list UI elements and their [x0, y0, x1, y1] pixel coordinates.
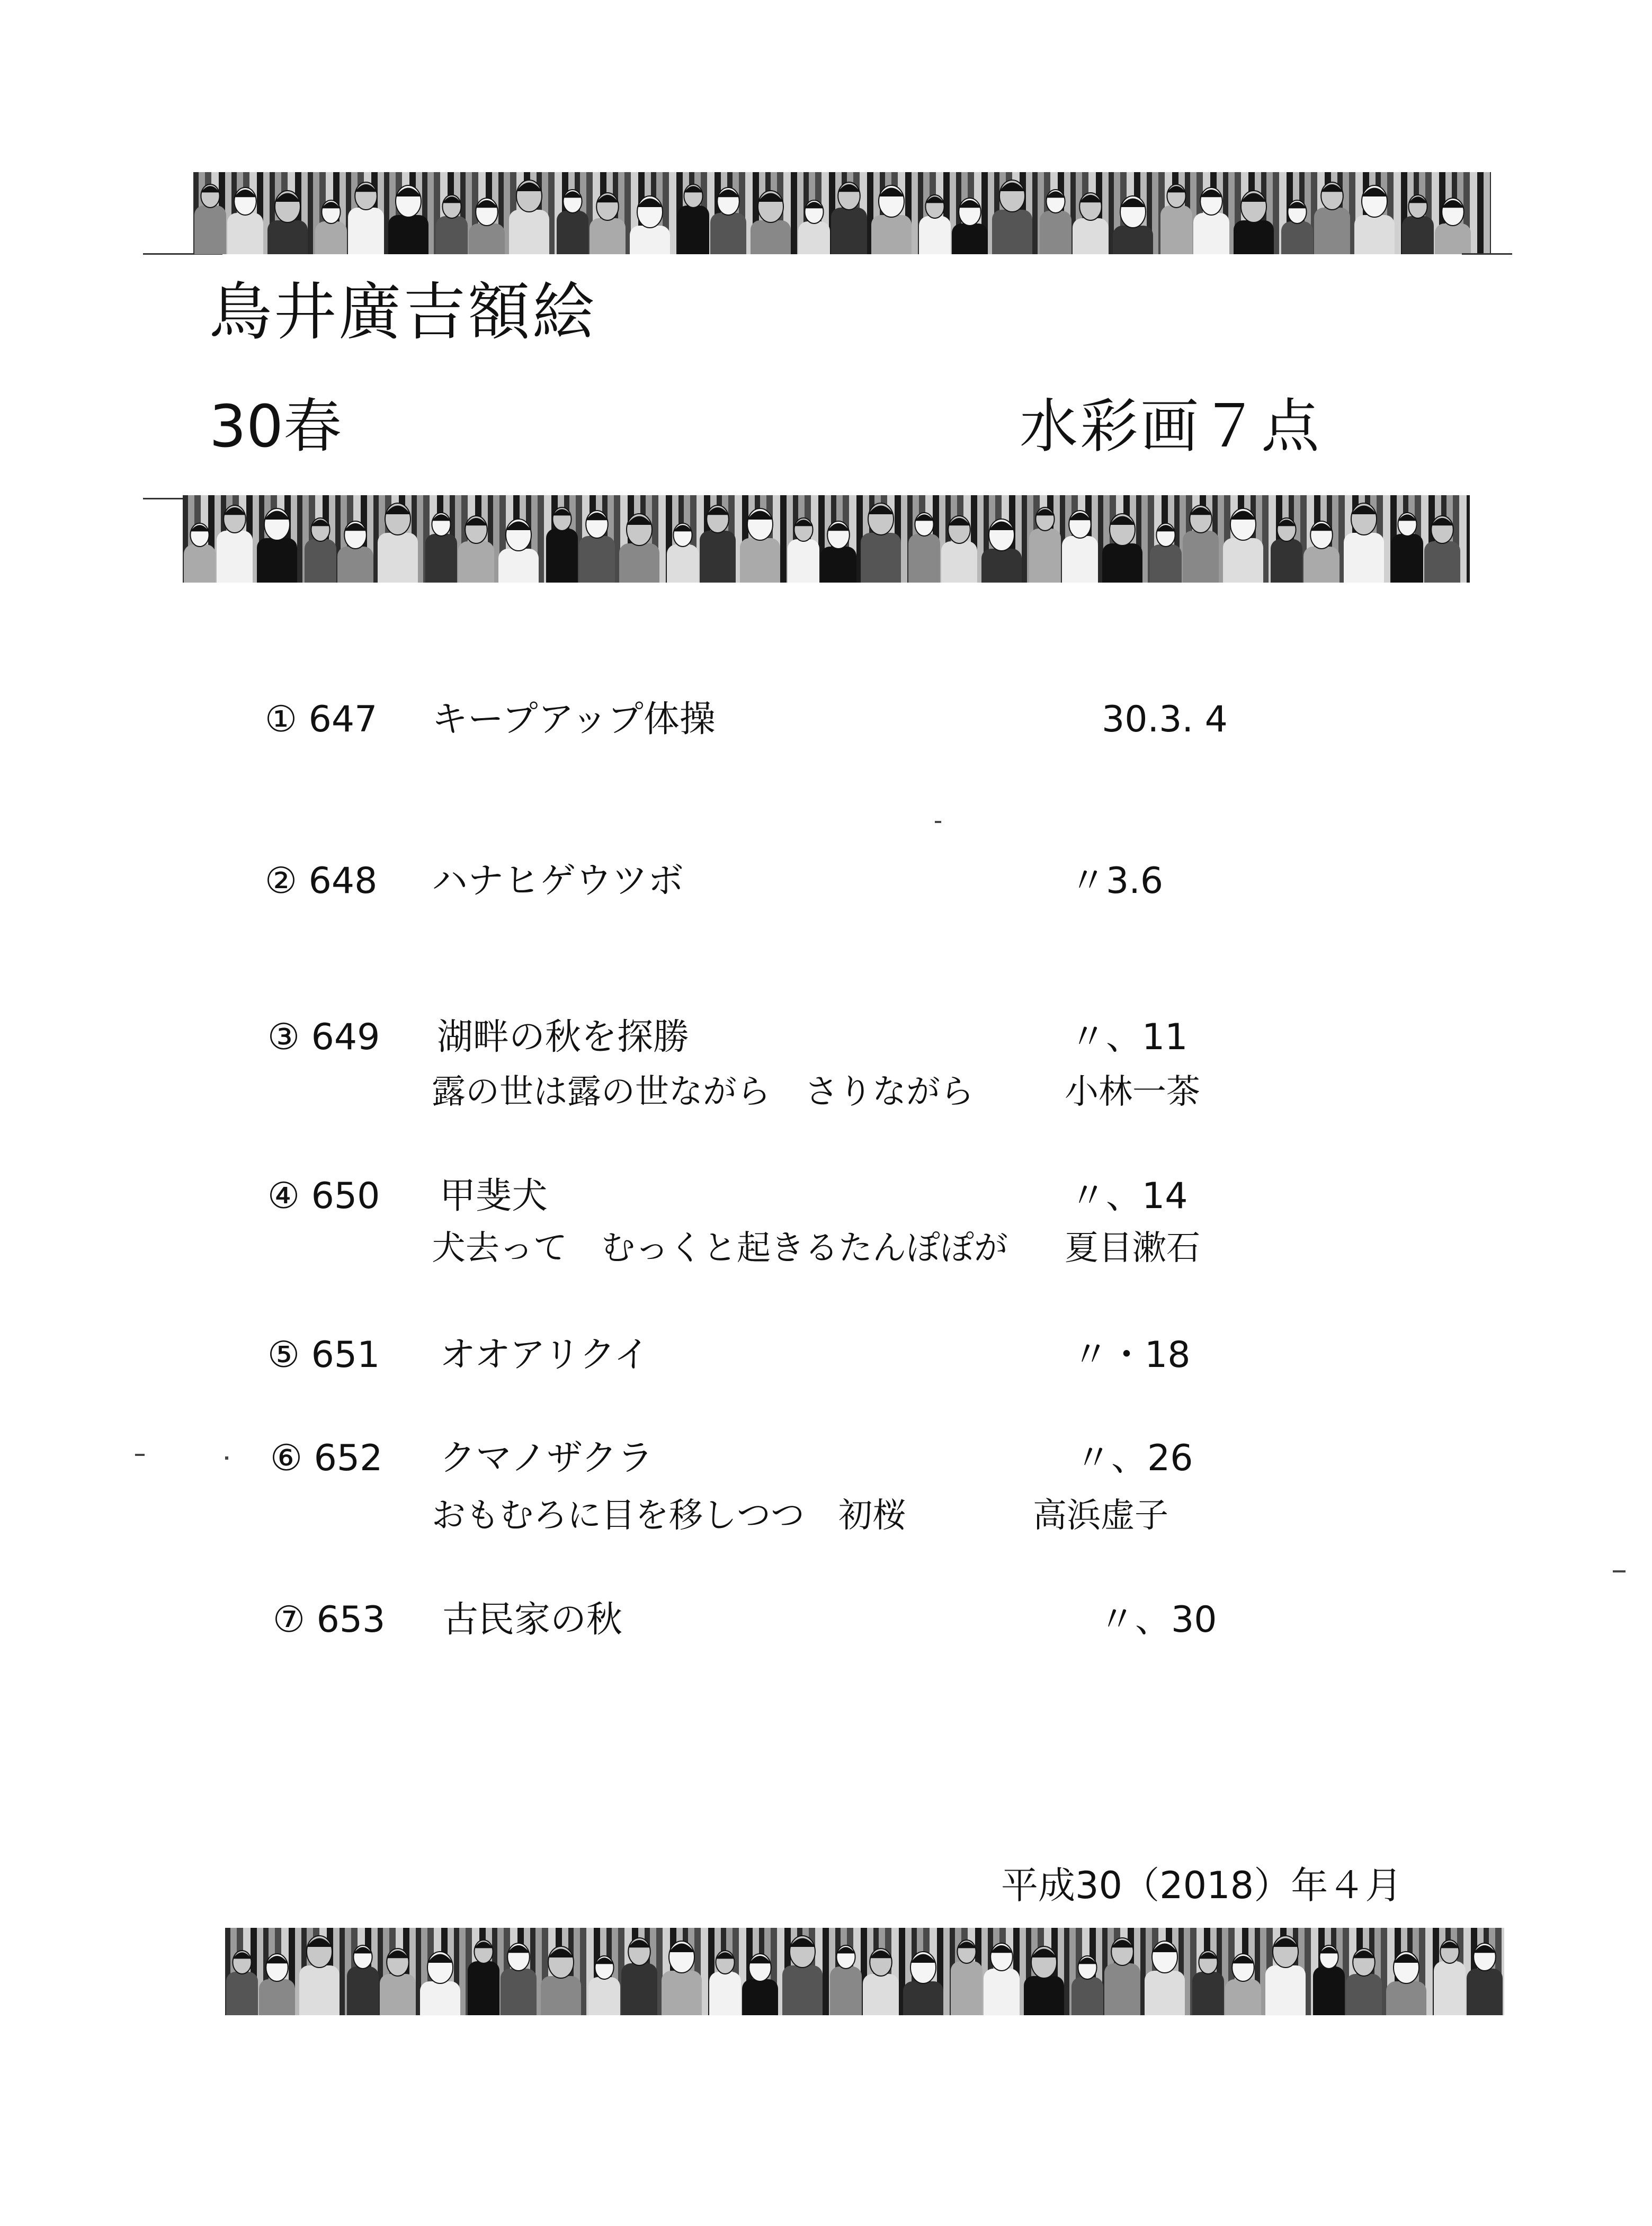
- figure-body: [710, 213, 746, 254]
- figure-hair: [879, 188, 904, 197]
- figure-body: [347, 1966, 379, 2015]
- figure-body: [709, 1972, 741, 2015]
- figure-body: [184, 544, 216, 583]
- figure-hair: [1152, 1944, 1177, 1953]
- figure-body: [420, 1981, 460, 2015]
- figure-body: [1183, 531, 1219, 583]
- haiku-line: [432, 1496, 906, 1535]
- figure-body: [630, 226, 670, 254]
- figure-hair: [1273, 1938, 1298, 1947]
- figure-body: [751, 220, 791, 254]
- figure-body: [700, 531, 736, 583]
- entry-title: ハナヒゲウツボ: [432, 860, 684, 902]
- figure-body: [267, 220, 308, 254]
- figure-body: [782, 1965, 823, 2015]
- figure-body: [458, 541, 494, 583]
- crowd-figures: [183, 495, 1470, 583]
- figure-body: [588, 1977, 620, 2015]
- entry-title: キープアップ体操: [432, 699, 716, 740]
- figure-body: [1391, 534, 1423, 583]
- figure-body: [981, 549, 1022, 583]
- figure-hair: [1110, 516, 1135, 525]
- figure-body: [380, 1974, 416, 2015]
- figure-body: [436, 216, 468, 254]
- figure-body: [1281, 221, 1313, 254]
- figure-hair: [506, 522, 531, 531]
- figure-body: [871, 215, 912, 254]
- figure-body: [348, 208, 384, 254]
- figure-body: [1467, 1969, 1503, 2015]
- figure-body: [1303, 547, 1340, 583]
- figure-body: [1160, 205, 1192, 254]
- figure-body: [469, 224, 505, 254]
- figure-body: [227, 213, 263, 254]
- figure-body: [798, 221, 830, 254]
- figure-body: [908, 534, 940, 583]
- figure-body: [501, 1969, 537, 2015]
- figure-body: [1150, 544, 1182, 583]
- figure-body: [1223, 538, 1263, 583]
- figure-body: [1314, 208, 1350, 254]
- haiku-text: おもむろに目を移しつつ 初桜: [432, 1496, 906, 1535]
- scan-speck: [225, 1456, 228, 1460]
- figure-body: [1265, 1965, 1306, 2015]
- entry-number: ⑥ 652: [270, 1437, 383, 1479]
- figure-body: [468, 1961, 499, 2015]
- figure-body: [742, 1979, 778, 2015]
- figure-hair: [427, 1954, 453, 1963]
- figure-body: [919, 216, 951, 254]
- figure-hair: [999, 183, 1025, 192]
- entry-date: 〃、26: [1075, 1437, 1193, 1479]
- figure-body: [1344, 533, 1384, 583]
- artwork-count: 水彩画７点: [1020, 392, 1321, 460]
- entry-title: 古民家の秋: [442, 1599, 623, 1641]
- figure-body: [509, 210, 549, 254]
- figure-body: [1313, 1966, 1345, 2015]
- figure-body: [259, 1979, 295, 2015]
- figure-hair: [989, 522, 1014, 531]
- scan-speck: [135, 1454, 145, 1456]
- crowd-illustration-band-middle: [183, 495, 1470, 583]
- figure-hair: [396, 188, 421, 197]
- figure-body: [337, 547, 373, 583]
- figure-body: [315, 221, 347, 254]
- figure-hair: [627, 516, 652, 525]
- entry-date: 〃、14: [1070, 1175, 1188, 1217]
- figure-body: [194, 205, 226, 254]
- entry-date: 〃、30: [1099, 1599, 1217, 1641]
- figure-body: [831, 208, 867, 254]
- figure-hair: [1394, 1954, 1419, 1963]
- figure-body: [1424, 541, 1460, 583]
- figure-body: [388, 215, 428, 254]
- entry-number: ⑤ 651: [267, 1334, 380, 1376]
- figure-body: [667, 544, 699, 583]
- scan-speck: [1613, 1570, 1626, 1572]
- figure-body: [305, 539, 336, 583]
- figure-body: [299, 1965, 340, 2015]
- entry-number: ② 648: [265, 860, 378, 902]
- figure-body: [863, 1974, 899, 2015]
- figure-body: [1435, 224, 1471, 254]
- figure-body: [226, 1972, 258, 2015]
- figure-body: [425, 534, 457, 583]
- publication-date: 平成30（2018）年４月: [1001, 1864, 1403, 1907]
- crowd-figures: [193, 172, 1491, 254]
- figure-body: [941, 541, 977, 583]
- top-rule-right: [1462, 253, 1512, 255]
- figure-body: [830, 1966, 862, 2015]
- figure-body: [1193, 213, 1229, 254]
- crowd-figures: [225, 1928, 1504, 2015]
- figure-body: [1073, 218, 1109, 254]
- figure-body: [1386, 1981, 1426, 2015]
- figure-body: [590, 218, 626, 254]
- figure-hair: [669, 1944, 694, 1953]
- figure-body: [820, 547, 856, 583]
- figure-hair: [1031, 1949, 1057, 1958]
- haiku-line: [432, 1072, 974, 1112]
- figure-body: [378, 533, 418, 583]
- figure-hair: [790, 1938, 815, 1947]
- figure-hair: [868, 506, 894, 515]
- figure-body: [1104, 1963, 1140, 2015]
- figure-hair: [264, 511, 290, 520]
- figure-body: [1024, 1976, 1064, 2015]
- figure-body: [546, 529, 578, 583]
- figure-hair: [548, 1949, 574, 1958]
- figure-body: [788, 539, 819, 583]
- figure-body: [861, 533, 901, 583]
- figure-body: [984, 1969, 1020, 2015]
- figure-body: [1062, 536, 1098, 583]
- figure-body: [257, 538, 297, 583]
- entry-number: ⑦ 653: [273, 1599, 386, 1641]
- entry-number: ① 647: [265, 699, 378, 740]
- page-title: 鳥井廣吉額絵: [209, 275, 597, 348]
- crowd-illustration-band-bottom: [225, 1928, 1504, 2015]
- entry-date: 〃・18: [1073, 1334, 1191, 1376]
- figure-body: [619, 543, 659, 583]
- figure-body: [621, 1963, 657, 2015]
- figure-body: [1029, 529, 1061, 583]
- figure-body: [1271, 539, 1302, 583]
- figure-body: [677, 205, 709, 254]
- figure-body: [1434, 1961, 1466, 2015]
- figure-body: [903, 1981, 943, 2015]
- figure-hair: [747, 511, 773, 520]
- figure-body: [992, 210, 1032, 254]
- entry-title: 湖畔の秋を探勝: [437, 1016, 690, 1058]
- entry-title: オオアリクイ: [440, 1334, 650, 1376]
- figure-body: [579, 536, 615, 583]
- figure-hair: [1362, 188, 1387, 197]
- figure-hair: [1230, 511, 1256, 520]
- haiku-text: 犬去って むっくと起きるたんぽぽが: [432, 1229, 1008, 1268]
- figure-body: [1234, 220, 1274, 254]
- haiku-poet: 高浜虚子: [1033, 1496, 1168, 1535]
- figure-body: [217, 531, 253, 583]
- figure-body: [541, 1976, 581, 2015]
- figure-body: [498, 549, 539, 583]
- entry-date: 〃、11: [1070, 1016, 1188, 1058]
- figure-body: [557, 211, 588, 254]
- haiku-poet: 夏目漱石: [1065, 1229, 1200, 1268]
- figure-body: [1102, 543, 1142, 583]
- entry-date: 30.3. 4: [1102, 699, 1228, 740]
- figure-body: [1192, 1972, 1224, 2015]
- figure-body: [1346, 1974, 1382, 2015]
- figure-hair: [637, 199, 663, 208]
- entry-number: ③ 649: [267, 1016, 380, 1058]
- entry-title: 甲斐犬: [440, 1175, 548, 1217]
- figure-body: [1113, 226, 1153, 254]
- figure-hair: [275, 193, 300, 202]
- figure-hair: [758, 193, 783, 202]
- season-label: 30春: [209, 392, 342, 460]
- figure-body: [1040, 211, 1071, 254]
- entry-title: クマノザクラ: [440, 1437, 654, 1479]
- haiku-poet: 小林一茶: [1065, 1072, 1200, 1112]
- haiku-text: 露の世は露の世ながら さりながら: [432, 1072, 974, 1112]
- figure-body: [1402, 216, 1434, 254]
- figure-hair: [1120, 199, 1146, 208]
- figure-hair: [385, 506, 410, 515]
- entry-date: 〃3.6: [1070, 860, 1164, 902]
- figure-hair: [1351, 506, 1377, 515]
- figure-hair: [516, 183, 542, 192]
- figure-hair: [910, 1954, 936, 1963]
- figure-body: [951, 1961, 983, 2015]
- entry-number: ④ 650: [267, 1175, 380, 1217]
- figure-body: [1071, 1977, 1103, 2015]
- figure-body: [952, 224, 988, 254]
- figure-body: [1145, 1971, 1185, 2015]
- figure-body: [740, 538, 780, 583]
- figure-body: [1354, 215, 1395, 254]
- figure-hair: [1241, 193, 1266, 202]
- haiku-line: [432, 1229, 1008, 1268]
- figure-hair: [307, 1938, 332, 1947]
- scan-speck: [935, 821, 941, 823]
- figure-body: [662, 1971, 702, 2015]
- figure-body: [1225, 1979, 1261, 2015]
- crowd-illustration-band-top: [193, 172, 1491, 254]
